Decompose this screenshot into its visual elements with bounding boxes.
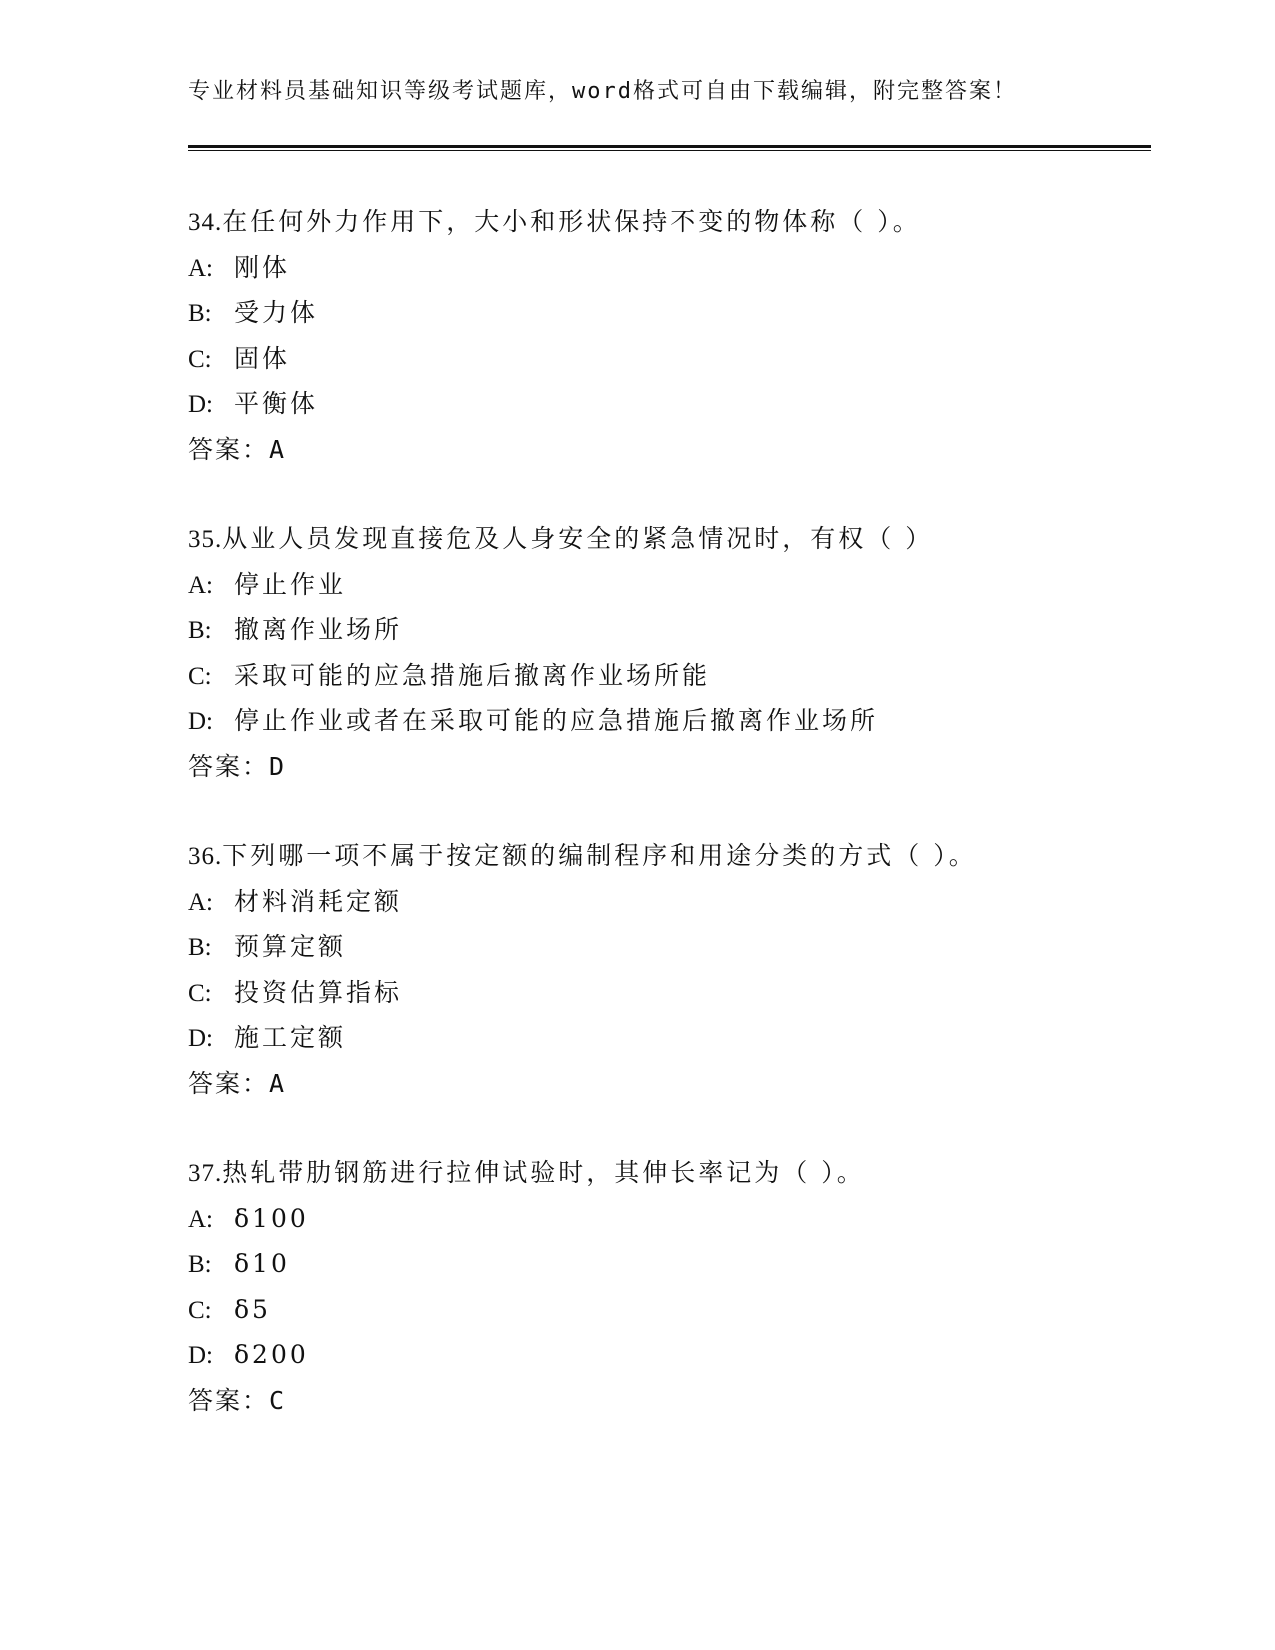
option-key: A: bbox=[188, 1205, 213, 1233]
option-a bbox=[188, 1196, 1148, 1242]
page-header: 专业材料员基础知识等级考试题库，word格式可自由下载编辑，附完整答案！ bbox=[188, 79, 1017, 104]
option-key: B: bbox=[188, 300, 212, 327]
option-d bbox=[188, 381, 1148, 427]
option-b bbox=[188, 1241, 1148, 1287]
option-text: 撤离作业场所 bbox=[234, 615, 403, 644]
option-key: C: bbox=[188, 345, 212, 373]
question-stem bbox=[188, 199, 1148, 245]
option-text: 刚体 bbox=[234, 252, 291, 282]
question-number: 34. bbox=[188, 209, 223, 236]
answer-value: A bbox=[269, 434, 287, 464]
question-stem bbox=[188, 1150, 1148, 1196]
option-text: δ100 bbox=[234, 1203, 309, 1233]
option-c bbox=[188, 336, 1148, 382]
answer-label: 答案： bbox=[188, 434, 270, 464]
question-text: 在任何外力作用下，大小和形状保持不变的物体称（ ）。 bbox=[222, 207, 921, 236]
option-text: 受力体 bbox=[234, 298, 319, 327]
answer-value: A bbox=[269, 1068, 287, 1098]
option-key: D: bbox=[188, 708, 213, 735]
option-b bbox=[188, 607, 1148, 653]
option-key: B: bbox=[188, 934, 212, 961]
answer-label: 答案： bbox=[188, 751, 270, 781]
question-number: 36. bbox=[188, 843, 223, 870]
option-c bbox=[188, 653, 1148, 699]
question-stem bbox=[188, 516, 1148, 562]
option-key: D: bbox=[188, 1342, 213, 1369]
answer-label: 答案： bbox=[188, 1385, 270, 1415]
question-text: 热轧带肋钢筋进行拉伸试验时，其伸长率记为（ ）。 bbox=[222, 1158, 865, 1187]
option-b bbox=[188, 924, 1148, 970]
option-c bbox=[188, 1287, 1148, 1333]
option-d bbox=[188, 1332, 1148, 1378]
option-key: B: bbox=[188, 617, 212, 644]
option-text: 平衡体 bbox=[234, 389, 319, 418]
option-text: 材料消耗定额 bbox=[234, 886, 403, 916]
question-34 bbox=[188, 199, 1148, 472]
option-key: C: bbox=[188, 1296, 212, 1324]
option-key: B: bbox=[188, 1251, 212, 1278]
answer-value: C bbox=[269, 1385, 287, 1415]
option-text: δ5 bbox=[234, 1294, 271, 1324]
question-35 bbox=[188, 516, 1148, 789]
option-d bbox=[188, 698, 1148, 744]
option-text: δ200 bbox=[234, 1340, 309, 1369]
option-key: C: bbox=[188, 662, 212, 690]
question-text: 从业人员发现直接危及人身安全的紧急情况时，有权（ ） bbox=[222, 524, 934, 553]
answer-line bbox=[188, 1378, 1148, 1424]
answer-label: 答案： bbox=[188, 1068, 270, 1098]
option-text: 固体 bbox=[234, 343, 291, 373]
option-b bbox=[188, 290, 1148, 336]
option-a bbox=[188, 562, 1148, 608]
question-number: 35. bbox=[188, 526, 223, 553]
option-text: 停止作业或者在采取可能的应急措施后撤离作业场所 bbox=[234, 706, 879, 735]
header-divider-thick bbox=[188, 145, 1151, 148]
option-text: 采取可能的应急措施后撤离作业场所能 bbox=[234, 660, 711, 690]
option-text: 预算定额 bbox=[234, 932, 347, 961]
option-text: δ10 bbox=[234, 1249, 290, 1278]
option-key: A: bbox=[188, 254, 213, 282]
option-d bbox=[188, 1015, 1148, 1061]
option-key: A: bbox=[188, 571, 213, 599]
option-key: C: bbox=[188, 979, 212, 1007]
question-number: 37. bbox=[188, 1160, 223, 1187]
option-key: D: bbox=[188, 391, 213, 418]
option-key: D: bbox=[188, 1025, 213, 1052]
option-key: A: bbox=[188, 888, 213, 916]
question-36 bbox=[188, 833, 1148, 1106]
option-text: 施工定额 bbox=[234, 1023, 347, 1052]
answer-line bbox=[188, 427, 1148, 473]
question-stem bbox=[188, 833, 1148, 879]
question-text: 下列哪一项不属于按定额的编制程序和用途分类的方式（ ）。 bbox=[222, 841, 977, 870]
header-divider-thin bbox=[188, 150, 1151, 151]
option-c bbox=[188, 970, 1148, 1016]
answer-value: D bbox=[269, 751, 287, 781]
option-a bbox=[188, 879, 1148, 925]
option-text: 投资估算指标 bbox=[234, 977, 403, 1007]
question-37 bbox=[188, 1150, 1148, 1423]
answer-line bbox=[188, 1061, 1148, 1107]
option-text: 停止作业 bbox=[234, 569, 347, 599]
answer-line bbox=[188, 744, 1148, 790]
option-a bbox=[188, 245, 1148, 291]
